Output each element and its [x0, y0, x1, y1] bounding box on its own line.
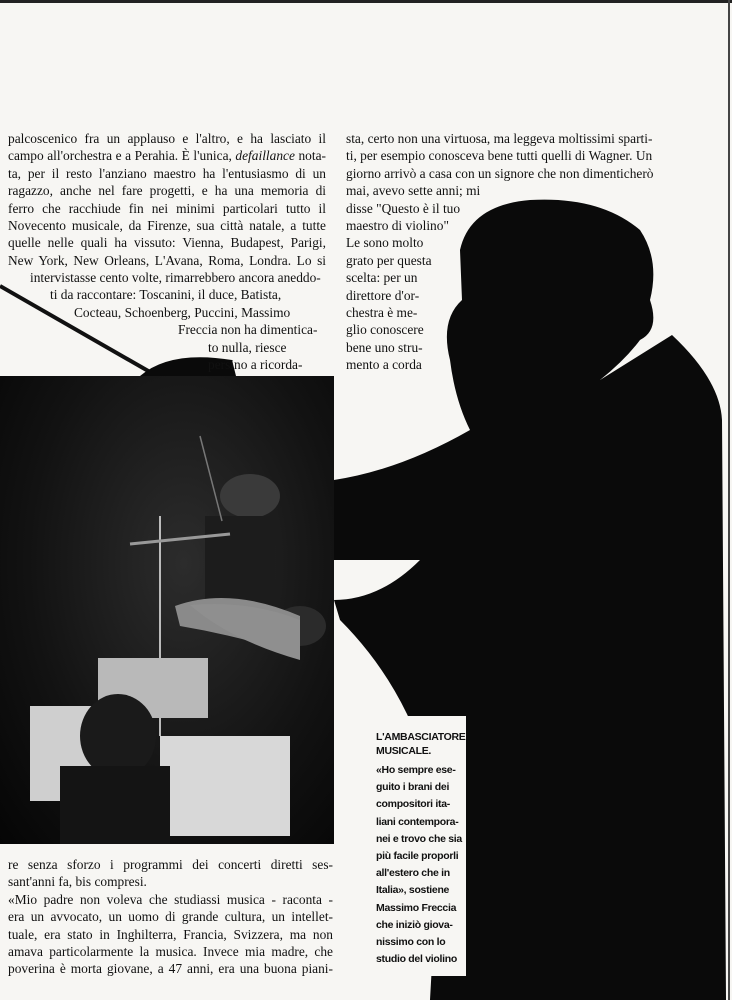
caption-text [376, 762, 462, 968]
text-line: era un avvocato, un uomo di grande cultura, un intellet- [8, 909, 333, 925]
text-line: ta, per il resto l'anziano maestro ha l'entusiasmo di un [8, 165, 326, 181]
text-line: Le sono molto [346, 235, 424, 251]
caption-line: «Ho sempre ese- [376, 764, 456, 776]
text-line: mento a corda [346, 357, 422, 373]
caption-line: all'estero che in [376, 867, 450, 880]
text-line: bene uno stru- [346, 339, 423, 355]
caption-line: compositori ita- [376, 798, 450, 811]
caption-title [376, 730, 466, 758]
text-line: Freccia non ha dimentica- [178, 322, 318, 338]
text-line: intervistasse cento volte, rimarrebbero ancora aneddo- [30, 270, 321, 285]
text-line: poverina è morta giovane, a 47 anni, era una buona piani- [8, 961, 333, 977]
caption-title-line: L'AMBASCIATORE [376, 731, 466, 743]
text-line: glio conoscere [346, 322, 424, 338]
caption-line: che iniziò giova- [376, 918, 453, 931]
text-run: campo all'orchestra e a Perahia. È l'unica, [8, 148, 236, 164]
text-line: quelle nelle quali ha vissuto: Vienna, Budapest, Parigi, [8, 235, 326, 251]
column-1-bottom [8, 856, 333, 978]
caption-line: nissimo con lo [376, 936, 446, 949]
text-line: giorno arrivò a casa con un signore che non dimenticherò [346, 165, 654, 181]
text-line: sta, certo non una virtuosa, ma leggeva moltissimi sparti- [346, 131, 653, 146]
text-line: maestro di violino" [346, 218, 449, 234]
column-1-stair [0, 269, 334, 373]
caption-line: Italia», sostiene [376, 884, 450, 897]
text-line: persino a ricorda- [208, 357, 303, 373]
text-line: disse "Questo è il tuo [346, 200, 461, 216]
text-line: amava particolarmente la musica. Invece mia madre, che [8, 944, 333, 960]
text-line: ferro che racchiude fin nei minimi particolari tutto il [8, 200, 326, 216]
text-line: Novecento musicale, da Firenze, sua città natale, a tutte [8, 218, 326, 234]
caption-title-line: MUSICALE. [376, 745, 432, 757]
text-line: scelta: per un [346, 270, 418, 286]
text-line: «Mio padre non voleva che studiassi musica - raconta - [8, 891, 333, 907]
text-run: nota- [294, 148, 326, 164]
text-line: ragazzo, anche nel fare progetti, e ha una memoria di [8, 183, 326, 199]
column-1-top [8, 130, 326, 269]
text-line: ti, per esempio conosceva bene tutti quelli di Wagner. Un [346, 148, 653, 164]
photo-caption [368, 716, 466, 976]
text-line: re senza sforzo i programmi dei concerti diretti ses- [8, 857, 333, 872]
caption-line: più facile proporli [376, 850, 459, 863]
column-2-top [346, 130, 671, 374]
text-line: sant'anni fa, bis compresi. [8, 874, 147, 890]
caption-line: guito i brani dei [376, 781, 450, 794]
text-line [8, 147, 326, 164]
caption-line: studio del violino [376, 953, 457, 966]
text-line: mai, avevo sette anni; mi [346, 183, 481, 199]
italic-word: defaillance [235, 148, 295, 164]
text-line: New York, New Orleans, L'Avana, Roma, Londra. Lo si [8, 252, 326, 268]
text-line: ti da raccontare: Toscanini, il duce, Batista, [50, 287, 282, 303]
text-line: direttore d'or- [346, 287, 420, 303]
text-line: tuale, era stato in Inghilterra, Francia, Svizzera, ma non [8, 926, 333, 942]
text-line: to nulla, riesce [208, 339, 287, 355]
caption-line: liani contempora- [376, 815, 459, 828]
text-line: grato per questa [346, 252, 432, 268]
text-line: Cocteau, Schoenberg, Puccini, Massimo [74, 304, 291, 320]
text-line: palcoscenico fra un applauso e l'altro, e ha lasciato il [8, 131, 326, 146]
caption-line: nei e trovo che sia [376, 832, 462, 845]
caption-line: Massimo Freccia [376, 901, 457, 914]
text-line: chestra è me- [346, 305, 418, 321]
